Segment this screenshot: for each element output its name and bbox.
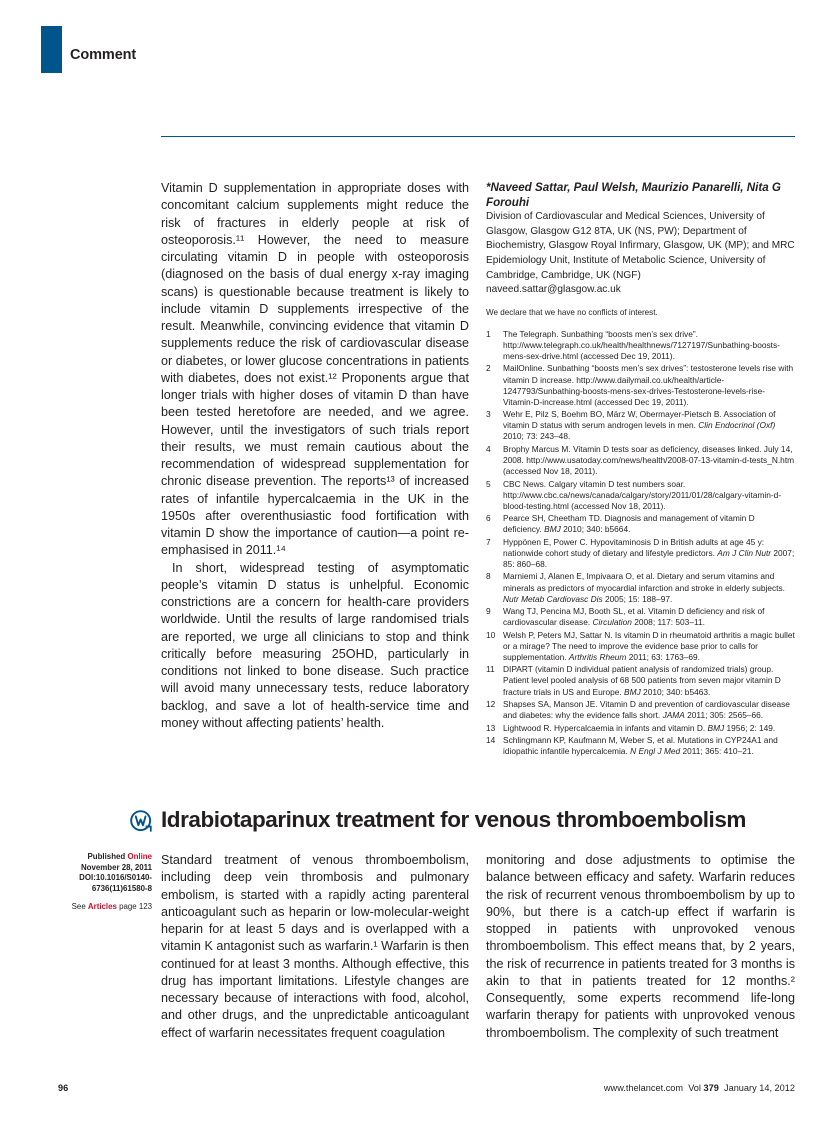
reference-text: MailOnline. Sunbathing “boosts men’s sex drives”: testosterone levels rise with vitamin D increase. http://www.dailymail.co.uk/health/article-1247793/Sunbathing-boosts-mens-sex-drives-Testosterone-levels-rise-Vitamin-D-increase.html (accessed Dec 19, 2011). (503, 363, 794, 407)
reference-item (486, 513, 795, 535)
comment-paragraph-1: Vitamin D supplementation in appropriate doses with concomitant calcium supplements might reduce the risk of fractures in elderly people at risk of osteoporosis.¹¹ However, the need to measure circulating vitamin D in people with osteoporosis (diagnosed on the basis of dual energy x-ray imaging scans) is questionable because treatment is likely to include vitamin D supplements irrespective of the result. Meanwhile, convincing evidence that vitamin D supplements reduce the risk of cardiovascular disease or diabetes, or lower glucose concentrations in patients with diabetes, does not exist.¹² Proponents argue that longer trials with higher doses of vitamin D than have been tested heretofore are needed, and we agree. However, until the investigators of such trials report their results, we must remain cautious about the recommendation of widespread supplementation for chronic disease prevention. The reports¹³ of increased rates of infantile hypercalcaemia in the UK in the 1950s after overenthusiastic food fortification with vitamin D show the importance of caution—a point re-emphasised in 2011.¹⁴ (161, 181, 469, 558)
reference-list (486, 329, 795, 758)
crossmark-w-logo-icon (128, 808, 155, 835)
reference-text: Lightwood R. Hypercalcaemia in infants and vitamin D. BMJ 1956; 2: 149. (503, 722, 776, 733)
volume-number: 379 (703, 1083, 719, 1093)
reference-number: 7 (486, 536, 491, 547)
publication-date: November 28, 2011 (80, 862, 152, 872)
reference-item (486, 571, 795, 604)
running-head-label: Comment (70, 47, 137, 63)
comment-right-column (486, 180, 795, 759)
margin-note-spacer (58, 894, 152, 902)
published-label: Published (87, 852, 126, 861)
reference-item (486, 630, 795, 663)
reference-text: Wehr E, Pilz S, Boehm BO, März W, Obermayer-Pietsch B. Association of vitamin D status with serum androgen levels in men. Clin Endocrinol (Oxf) 2010; 73: 243–48. (503, 409, 776, 442)
reference-text: Welsh P, Peters MJ, Sattar N. Is vitamin D in rheumatoid arthritis a magic bullet or a mirage? The need to improve the evidence base prior to calls for supplementation. Arthritis Rheum 2011; 63: 1763–69. (503, 629, 795, 662)
corresponding-email[interactable]: naveed.sattar@glasgow.ac.uk (486, 284, 621, 296)
reference-number: 2 (486, 363, 491, 374)
reference-text: Shapses SA, Manson JE. Vitamin D and prevention of cardiovascular disease and diabetes: why the evidence falls short. JAMA 2011; 305: 2565–66. (503, 699, 790, 721)
reference-item (486, 329, 795, 362)
reference-item (486, 409, 795, 442)
articles-page-ref: page 123 (119, 902, 152, 912)
online-label: Online (127, 852, 152, 861)
reference-text: Marniemi J, Alanen E, Impivaara O, et al. Dietary and serum vitamins and minerals as predictors of myocardial infarction and stroke in elderly subjects. Nutr Metab Cardiovasc Dis 2005; 15: 188–97. (503, 571, 785, 604)
article-paragraph-right: monitoring and dose adjustments to optimise the balance between efficacy and safety. Warfarin reduces the risk of recurrent venous thromboembolism by up to 90%, but there is a catch-up effect if warfarin is stopped in patients with unprovoked venous thromboembolism. This effect means that, by 2 years, the risk of recurrence in patients treated for 3 months is akin to that in patients treated for 12 months.² Consequently, some experts recommend life-long warfarin therapy for patients with unprovoked venous thromboembolism. The complexity of such treatment (486, 853, 795, 1040)
articles-link[interactable]: Articles (87, 902, 117, 912)
reference-item (486, 699, 795, 721)
reference-number: 1 (486, 328, 491, 339)
reference-text: Schlingmann KP, Kaufmann M, Weber S, et al. Mutations in CYP24A1 and idiopathic infantile hypercalcemia. N Engl J Med 2011; 365: 410–21. (503, 735, 778, 757)
reference-text: Brophy Marcus M. Vitamin D tests soar as deficiency, diseases linked. July 14, 2008. http://www.usatoday.com/news/health/2008-07-13-vitamin-d-tests_N.htm (accessed Nov 18, 2011). (503, 443, 795, 477)
reference-text: CBC News. Calgary vitamin D test numbers soar. http://www.cbc.ca/news/canada/calgary/story/2011/01/28/calgary-vitamin-d-blood-testing.html (accessed Nov 18, 2011). (503, 478, 782, 511)
reference-text: Wang TJ, Pencina MJ, Booth SL, et al. Vitamin D deficiency and risk of cardiovascular disease. Circulation 2008; 117: 503–11. (503, 606, 765, 628)
article-left-column (161, 852, 469, 1042)
reference-item (486, 606, 795, 628)
reference-text: Pearce SH, Cheetham TD. Diagnosis and management of vitamin D deficiency. BMJ 2010; 340: b5664. (503, 513, 755, 535)
reference-number: 10 (486, 629, 496, 640)
reference-item (486, 363, 795, 407)
reference-item (486, 664, 795, 697)
reference-item (486, 479, 795, 512)
reference-number: 9 (486, 606, 491, 617)
reference-text: DIPART (vitamin D individual patient analysis of randomized trials) group. Patient level pooled analysis of 68 500 patients from seven major vitamin D fracture trials in US and Europe. BMJ 2010; 340: b5463. (503, 664, 781, 697)
reference-number: 11 (486, 664, 495, 675)
volume-label: Vol (688, 1083, 701, 1093)
reference-item (486, 723, 795, 734)
reference-number: 8 (486, 571, 491, 582)
journal-website[interactable]: www.thelancet.com (603, 1083, 684, 1093)
reference-text: The Telegraph. Sunbathing “boosts men’s sex drive”. http://www.telegraph.co.uk/health/healthnews/7127197/Sunbathing-boosts-mens-sex-drive.html (accessed Dec 19, 2011). (503, 328, 780, 361)
doi-line-1[interactable]: DOI:10.1016/S0140- (79, 873, 152, 883)
reference-number: 13 (486, 722, 496, 733)
comment-left-column (161, 180, 469, 732)
see-label: See (71, 902, 86, 912)
comment-paragraph-2: In short, widespread testing of asymptomatic people’s vitamin D status is unhelpful. Economic constrictions are a concern for health-care providers worldwide. Until the results of large randomised trials are reported, we urge all clinicians to stop and think critically before measuring 25OHD, particularly in conditions not linked to bone disease. Such practice will avoid many unnecessary tests, reduce laboratory backlog, and save a lot of health-service time and money without affecting patients’ health. (161, 560, 469, 730)
reference-number: 6 (486, 513, 491, 524)
page-number: 96 (58, 1083, 69, 1093)
author-affiliation: Division of Cardiovascular and Medical Sciences, University of Glasgow, Glasgow G12 8TA, UK (NS, PW); Department of Biochemistry, Glasgow Royal Infirmary, Glasgow, UK (MP); and MRC Epidemiology Unit, Institute of Metabolic Science, University of Cambridge, Cambridge, UK (NGF) (486, 211, 795, 281)
margin-note (58, 852, 152, 913)
section-accent-bar (41, 26, 62, 73)
reference-item (486, 537, 795, 570)
reference-number: 12 (486, 699, 496, 710)
reference-number: 4 (486, 443, 491, 454)
conflict-of-interest-statement: We declare that we have no conflicts of interest. (486, 307, 658, 317)
reference-number: 5 (486, 478, 491, 489)
reference-item (486, 444, 795, 477)
article-title: Idrabiotaparinux treatment for venous thromboembolism (161, 807, 746, 832)
reference-number: 14 (486, 735, 496, 746)
issue-date: January 14, 2012 (723, 1083, 795, 1093)
reference-text: Hyppönen E, Power C. Hypovitaminosis D in British adults at age 45 y: nationwide cohort study of dietary and lifestyle predictors. Am J Clin Nutr 2007; 85: 860–68. (503, 536, 795, 569)
reference-number: 3 (486, 409, 491, 420)
author-list: *Naveed Sattar, Paul Welsh, Maurizio Panarelli, Nita G Forouhi (486, 181, 781, 210)
header-divider-rule (161, 136, 795, 137)
reference-item (486, 735, 795, 757)
footer-citation (604, 1083, 795, 1093)
article-right-column (486, 852, 795, 1042)
doi-line-2[interactable]: 6736(11)61580-8 (91, 883, 152, 893)
article-paragraph-left: Standard treatment of venous thromboembolism, including deep vein thrombosis and pulmonary embolism, is started with a rapidly acting parenteral anticoagulant such as heparin or low-molecular-weight heparin for at least 5 days and is overlapped with a vitamin K antagonist such as warfarin.¹ Warfarin is then continued for at least 3 months. Although effective, this drug has important limitations. Lifestyle changes are necessary because of interactions with food, alcohol, and other drugs, and the unpredictable anticoagulant effect of warfarin necessitates frequent coagulation (161, 853, 469, 1040)
